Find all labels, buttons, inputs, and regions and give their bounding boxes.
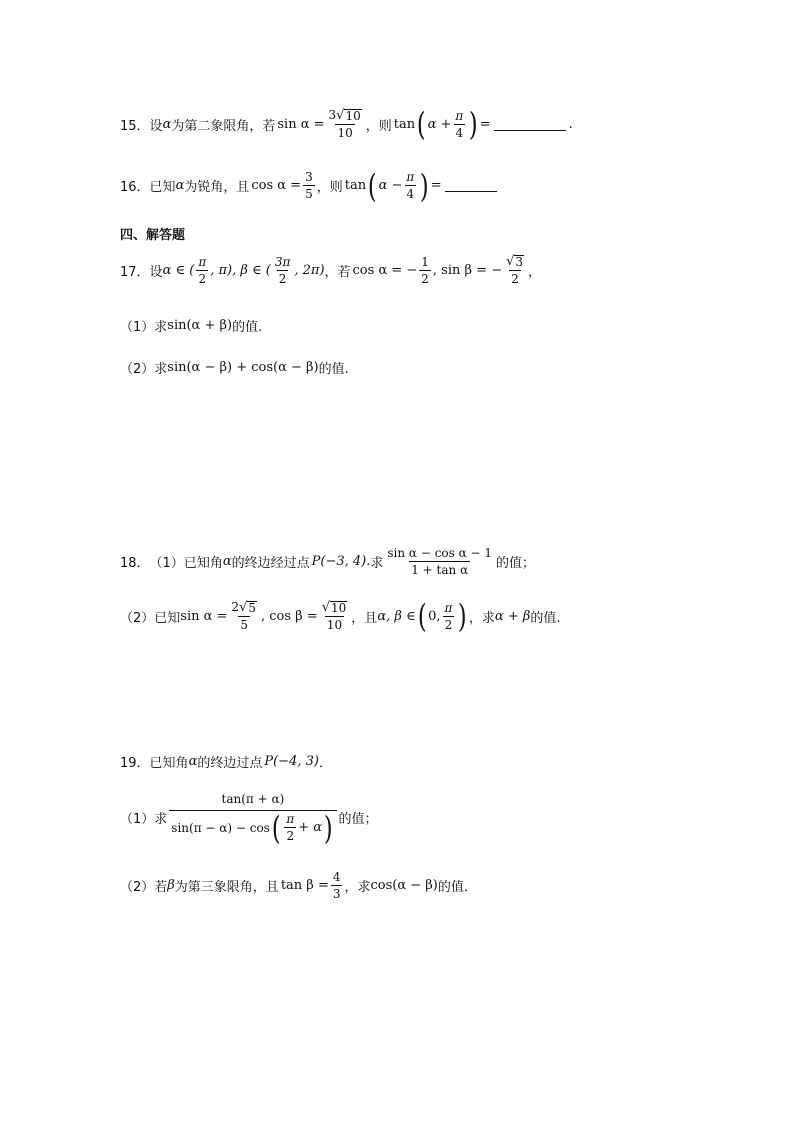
fraction: $\frac{3}{5}$ [305, 170, 313, 201]
section-heading [120, 224, 185, 243]
section-title: 四、解答题 [120, 228, 186, 243]
question-number: 16． [120, 180, 150, 195]
fraction: $\frac{4}{3}$ [332, 870, 341, 901]
fraction: $\frac{\pi}{2}$ [198, 254, 207, 286]
question-number: 15． [120, 118, 150, 134]
fraction: $\frac{1}{2}$ [421, 254, 429, 286]
fraction: √ 10 10 [321, 600, 347, 632]
question-18-part-2: （2）已知 sin α = 2 √ 5 5 , cos β = √ 10 10 ，且 α, β ∈ ( 0, $\frac{\pi}{2}$ ) ，求 α + β 的值. [120, 597, 561, 635]
fraction: 3 √ 10 10 [328, 108, 361, 140]
fraction: $\frac{\pi}{4}$ [455, 108, 464, 140]
question-16: 16． 已知 α 为锐角，且 cos α = $\frac{3}{5}$ ，则 tan ( α − $\frac{\pi}{4}$ ) = [120, 170, 500, 201]
fraction: $\frac{\text{sin α − cos α − 1}}{\text{1 + tan α}}$ [387, 546, 493, 577]
question-17-part-1: （1）求 sin(α + β) 的值. [120, 318, 263, 335]
question-number: 19． [120, 756, 150, 771]
fraction: √ 3 2 [506, 254, 524, 286]
question-number: 18． [120, 556, 150, 571]
fraction: tan(π + α) sin(π − α) − cos ( $\frac{\pi}{2}$ + α ) [169, 792, 336, 843]
question-19-part-2: （2）若 β 为第三象限角，且 tan β = $\frac{4}{3}$ ，求 cos(α − β) 的值． [120, 870, 477, 901]
answer-blank[interactable] [494, 118, 566, 131]
question-18-part-1: 18． （1）已知角 α 的终边经过点 P(−3, 4). 求 $\frac{\text{sin α − cos α − 1}}{\text{1 + tan α}}$ 的值； [120, 546, 536, 577]
fraction: $\frac{3\pi}{2}$ [274, 254, 291, 286]
question-19: 19． 已知角 α 的终边过点 P(−4, 3) ． [120, 754, 332, 771]
fraction: $\frac{\pi}{2}$ [444, 600, 453, 632]
question-17-part-2: （2）求 sin(α − β) + cos(α − β) 的值. [120, 360, 349, 377]
fraction: 2 √ 5 5 [231, 600, 256, 632]
answer-blank[interactable] [445, 179, 497, 192]
question-number: 17． [120, 264, 150, 280]
question-15: 15． 设 α 为第二象限角，若 sin α = 3 √ 10 10 ，则 tan ( α + $\frac{\pi}{4}$ ) = . [120, 105, 573, 143]
question-17: 17． 设 α ∈ ( $\frac{\pi}{2}$ , π), β ∈ ( $\frac{3\pi}{2}$ , 2π) ，若 cos α = − $\frac{1}{2}$ , sin β = − √ 3 2 ， [120, 254, 542, 286]
fraction: $\frac{\pi}{4}$ [406, 170, 415, 201]
question-19-part-1: （1）求 tan(π + α) sin(π − α) − cos ( $\frac{\pi}{2}$ + α ) 的值； [120, 792, 378, 847]
